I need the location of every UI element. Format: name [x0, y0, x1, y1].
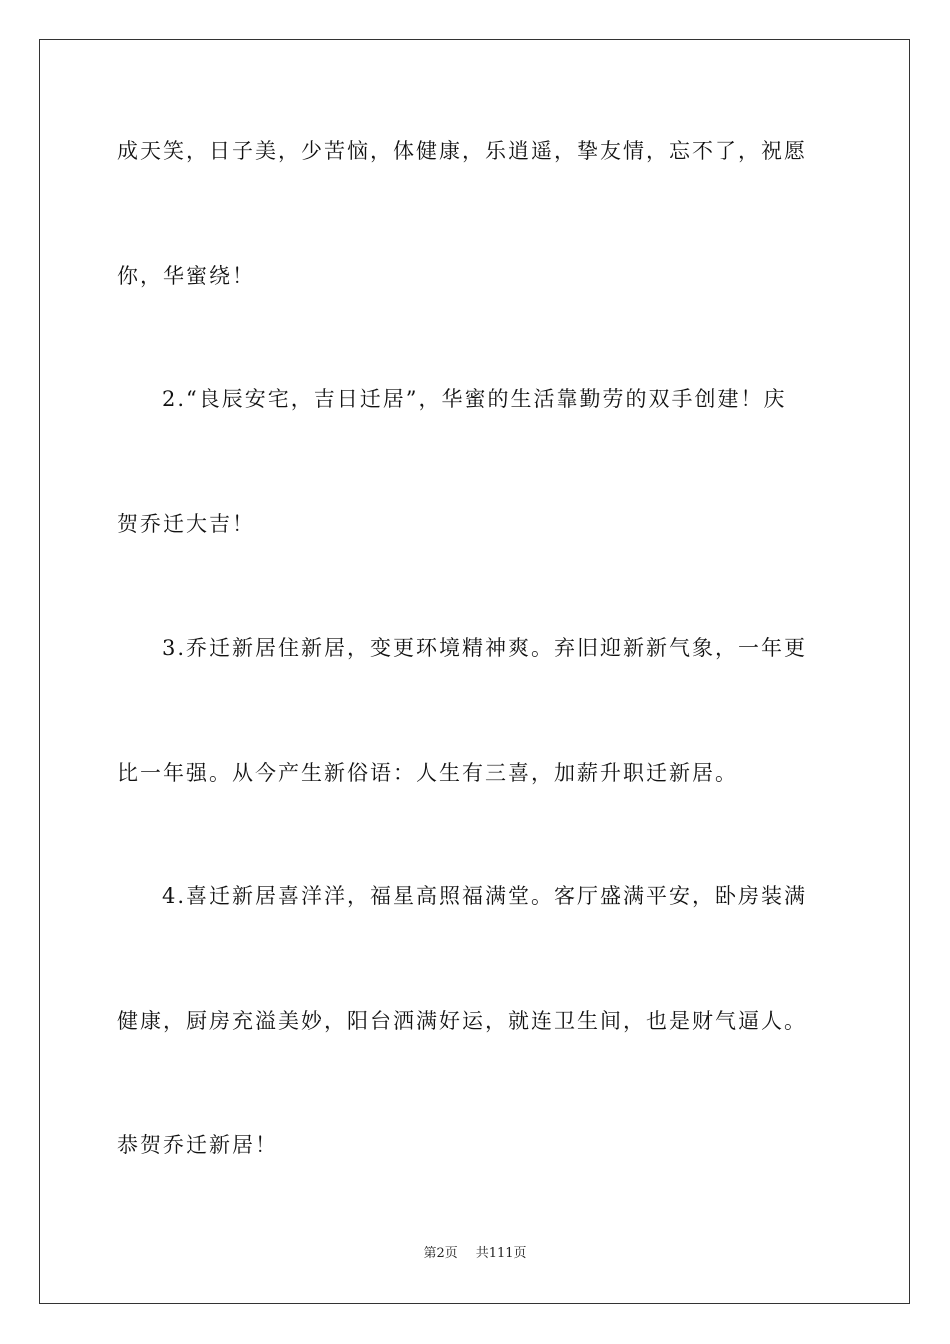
paragraph-4-line-2: 健康，厨房充溢美妙，阳台洒满好运，就连卫生间，也是财气逼人。 [117, 1009, 807, 1033]
page-total: 共111页 [475, 1246, 527, 1261]
paragraph-2-line-1: 2.“良辰安宅，吉日迁居”，华蜜的生活靠勤劳的双手创建！庆 [162, 387, 787, 411]
page-border [39, 39, 910, 1304]
paragraph-3-line-2: 比一年强。从今产生新俗语：人生有三喜，加薪升职迁新居。 [117, 761, 738, 785]
paragraph-3-line-1: 3.乔迁新居住新居，变更环境精神爽。弃旧迎新新气象，一年更 [162, 636, 808, 660]
paragraph-1-line-1: 成天笑，日子美，少苦恼，体健康，乐逍遥，挚友情，忘不了，祝愿 [117, 139, 807, 163]
paragraph-1-line-2: 你，华蜜绕！ [117, 264, 255, 288]
page-footer [0, 1246, 950, 1262]
paragraph-2-line-2: 贺乔迁大吉！ [117, 512, 255, 536]
page-number: 第2页 [423, 1246, 458, 1261]
paragraph-4-line-1: 4.喜迁新居喜洋洋，福星高照福满堂。客厅盛满平安，卧房装满 [162, 884, 808, 908]
paragraph-4-line-3: 恭贺乔迁新居！ [117, 1133, 278, 1157]
